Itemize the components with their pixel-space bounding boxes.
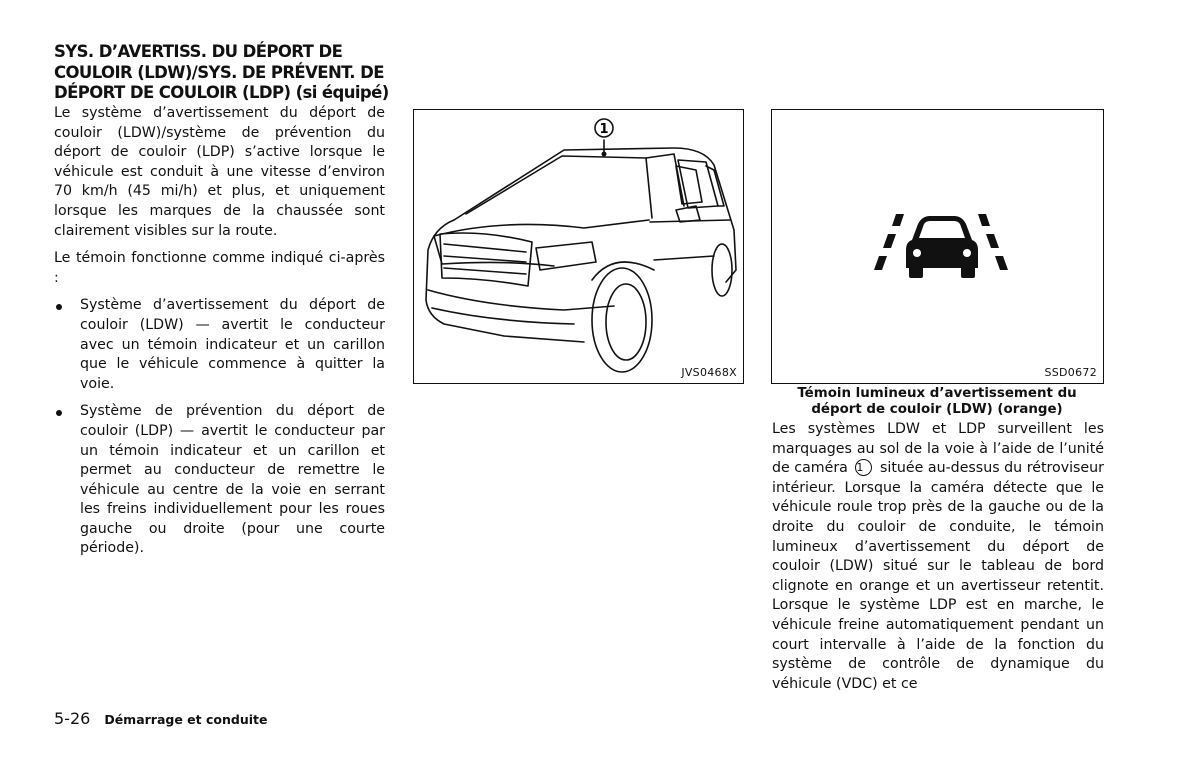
page-footer: [54, 709, 267, 728]
list-item-text: Système d’avertissement du déport de couloir (LDW) — avertit le conducteur avec un témoin indicateur et un carillon que le véhicule commence à quitter la voie.: [80, 297, 385, 392]
figure-caption: Témoin lumineux d’avertissement du déport de couloir (LDW) (orange): [797, 386, 1077, 417]
lane-departure-warning-icon: [772, 110, 1102, 382]
right-column: [772, 420, 1104, 694]
figure-code: JVS0468X: [681, 366, 737, 379]
left-column: [54, 104, 385, 567]
page-number: 5-26: [54, 709, 91, 728]
paragraph-text-start: Les systèmes LDW et LDP surveillent les marquages au sol de la voie à l’aide de l’unité de caméra: [772, 421, 1104, 477]
section-title: Démarrage et conduite: [104, 712, 268, 727]
system-list: [54, 296, 385, 559]
section-heading: SYS. D’AVERTISS. DU DÉPORT DE COULOIR (LDW)/SYS. DE PRÉVENT. DE DÉPORT DE COULOIR (LDP) (si équipé): [54, 42, 389, 102]
vehicle-figure: [413, 109, 744, 384]
bullet-icon: [56, 410, 62, 416]
suv-illustration: [414, 110, 742, 382]
list-item-text: Système de prévention du déport de couloir (LDP) — avertit le conducteur par un témoin indicateur et un carillon et permet au conducteur de remettre le véhicule au centre de la voie en serrant les freins individuellement pour les roues gauche ou droite (pour une courte période).: [80, 403, 385, 557]
callout-inline: 1: [855, 459, 872, 476]
monitoring-paragraph: [772, 420, 1104, 694]
list-item: [54, 402, 385, 559]
bullet-icon: [56, 304, 62, 310]
list-item: [54, 296, 385, 394]
figure-code: SSD0672: [1044, 366, 1097, 379]
paragraph-text-end: située au-dessus du rétroviseur intérieur. Lorsque la caméra détecte que le véhicule roule trop près de la gauche ou de la droite du couloir de conduite, le témoin lumineux d’avertissement du déport de couloir (LDW) situé sur le tableau de bord clignote en orange et un avertisseur retentit. Lorsque le système LDP est en marche, le véhicule freine automatiquement pendant un court intervalle à l’aide de la fonction du système de contrôle de dynamique du véhicule (VDC) et ce: [772, 460, 1104, 692]
indicator-figure: [771, 109, 1104, 384]
intro-paragraph: Le système d’avertissement du déport de couloir (LDW)/système de prévention du déport de couloir (LDP) s’active lorsque le véhicule est conduit à une vitesse d’environ 70 km/h (45 mi/h) et plus, et uniquement lorsque les marques de la chaussée sont clairement visibles sur la route.: [54, 105, 385, 239]
indicator-paragraph: Le témoin fonctionne comme indiqué ci-après :: [54, 250, 385, 286]
callout-number: 1: [599, 122, 609, 137]
